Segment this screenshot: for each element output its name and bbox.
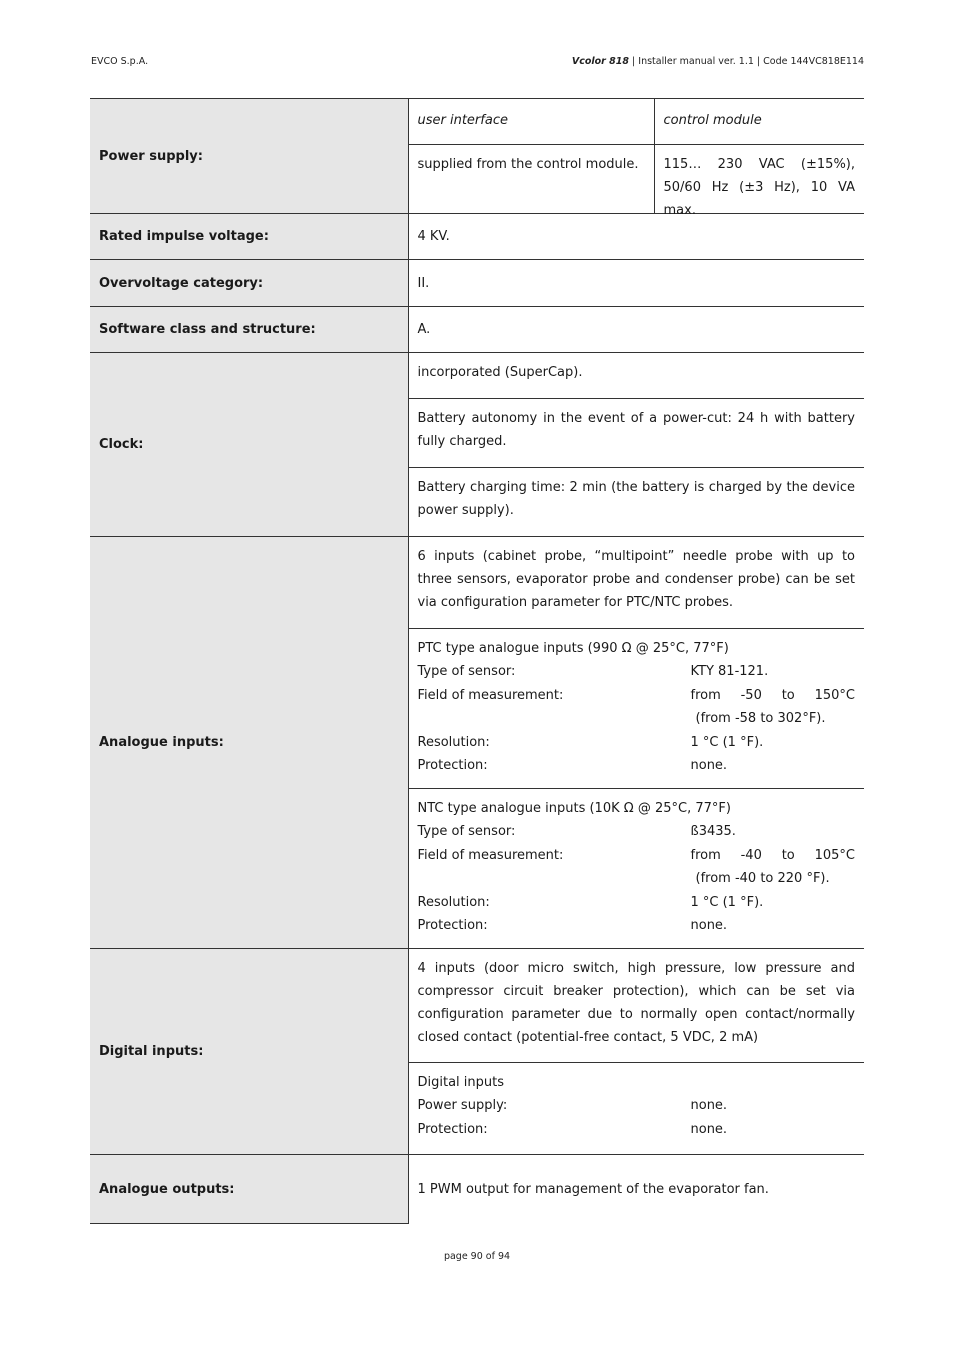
ntc-title: NTC type analogue inputs (10K Ω @ 25°C, 77°F) [417,801,731,816]
row-analogue-outputs [90,1155,864,1224]
clock-value-3: Battery charging time: 2 min (the battery is charged by the device power supply). [409,467,865,536]
digital-protection-label: Protection: [417,1121,488,1137]
label-software-class: Software class and structure: [90,307,408,353]
ntc-protection-label: Protection: [417,918,488,933]
ptc-resolution-label: Resolution: [417,734,490,750]
ntc-resolution-value: 1 °C (1 °F). [690,894,764,910]
page-number: page 90 of 94 [443,1251,511,1262]
ntc-field-value: from -40 to 105°C [690,847,855,863]
label-power-supply: Power supply: [90,99,408,214]
digital-protection-value: none. [690,1121,728,1137]
label-analogue-inputs: Analogue inputs: [90,537,408,949]
col-head-user-interface: user interface [409,99,655,144]
clock-value-2: Battery autonomy in the event of a power-cut: 24 h with battery fully charged. [409,398,865,467]
power-supply-ui-value: supplied from the control module. [409,145,655,213]
digital-inputs-summary: 4 inputs (door micro switch, high pressure, low pressure and compressor circuit breaker protection), which can be set via configuration parameter due to normally open contact/normally closed contact (potential-free contact, 5 VDC, 2 mA) [417,961,855,1045]
label-analogue-outputs: Analogue outputs: [90,1155,408,1224]
ntc-field-value-f: (from -40 to 220 °F). [695,871,830,886]
header-product: Vcolor 818 [571,56,630,67]
analogue-inputs-summary: 6 inputs (cabinet probe, “multipoint” needle probe with up to three sensors, evaporator probe and condenser probe) can be set via configuration parameter for PTC/NTC probes. [417,549,855,610]
ntc-block [409,788,865,948]
digital-ps-label: Power supply: [417,1098,508,1113]
value-overvoltage: II. [417,275,430,291]
row-power-supply [90,99,864,214]
value-rated-impulse: 4 KV. [417,229,450,244]
spec-table [90,98,864,1224]
row-software-class [90,307,864,353]
ptc-protection-value: none. [690,758,728,773]
ptc-sensor-value: KTY 81-121. [690,664,769,679]
ntc-resolution-label: Resolution: [417,894,490,910]
row-analogue-inputs [90,537,864,949]
header-doc-info [572,56,864,67]
ptc-sensor-label: Type of sensor: [417,664,516,679]
ptc-block [409,628,865,788]
ntc-sensor-value: ß3435. [690,824,736,839]
ntc-protection-value: none. [690,918,728,933]
label-clock: Clock: [90,353,408,537]
value-software-class: A. [417,322,431,337]
row-clock [90,353,864,537]
value-analogue-outputs: 1 PWM output for management of the evaporator fan. [417,1181,769,1197]
row-rated-impulse [90,214,864,260]
header-doc-code: | Installer manual ver. 1.1 | Code 144VC818E114 [632,56,864,67]
row-digital-inputs [90,949,864,1155]
ptc-resolution-value: 1 °C (1 °F). [690,734,764,750]
row-overvoltage [90,260,864,307]
ptc-protection-label: Protection: [417,758,488,773]
power-supply-module-value: 115… 230 VAC (±15%), 50/60 Hz (±3 Hz), 10 VA max. [663,157,855,218]
ntc-sensor-label: Type of sensor: [417,824,516,839]
digital-inputs-title: Digital inputs [417,1075,505,1090]
clock-value-1: incorporated (SuperCap). [417,365,583,380]
ptc-field-value-f: (from -58 to 302°F). [695,711,826,726]
ptc-field-label: Field of measurement: [417,687,564,703]
ptc-field-value: from -50 to 150°C [690,687,855,703]
label-digital-inputs: Digital inputs: [90,949,408,1155]
header-company: EVCO S.p.A. [91,56,149,67]
ptc-title: PTC type analogue inputs (990 Ω @ 25°C, 77°F) [417,641,729,656]
col-head-control-module: control module [663,113,762,128]
label-overvoltage: Overvoltage category: [90,260,408,307]
digital-inputs-block [409,1062,865,1154]
ntc-field-label: Field of measurement: [417,847,564,863]
label-rated-impulse: Rated impulse voltage: [90,214,408,260]
digital-ps-value: none. [690,1098,728,1113]
